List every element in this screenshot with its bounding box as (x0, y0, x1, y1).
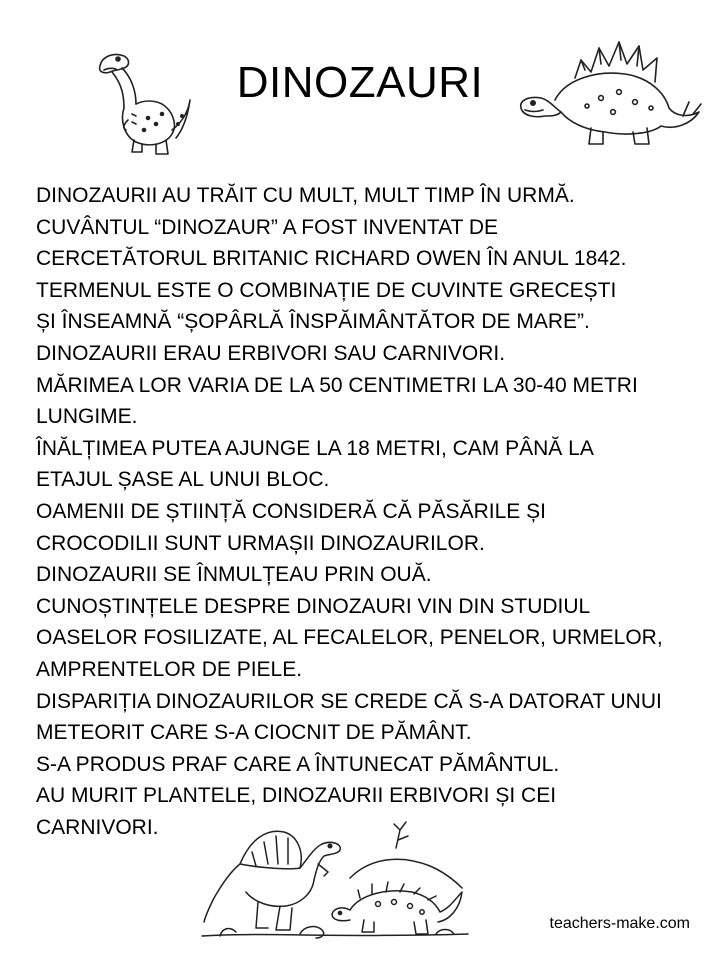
footer-source: teachers-make.com (549, 915, 690, 932)
text-line: AMPRENTELOR DE PIELE. (36, 657, 303, 681)
text-line: METEORIT CARE S-A CIOCNIT DE PĂMÂNT. (36, 721, 472, 745)
text-line: AU MURIT PLANTELE, DINOZAURII ERBIVORI ȘI CEI (36, 784, 557, 808)
text-line: S-A PRODUS PRAF CARE A ÎNTUNECAT PĂMÂNTUL. (36, 752, 560, 776)
text-line: TERMENUL ESTE O COMBINAȚIE DE CUVINTE GRECEȘTI (36, 278, 617, 302)
text-line: LUNGIME. (36, 405, 138, 429)
text-line: CUNOȘTINȚELE DESPRE DINOZAURI VIN DIN STUDIUL (36, 594, 591, 618)
text-line: CUVÂNTUL “DINOZAUR” A FOST INVENTAT DE (36, 215, 499, 239)
text-line: OAMENII DE ȘTIINȚĂ CONSIDERĂ CĂ PĂSĂRILE ȘI (36, 499, 546, 523)
text-line: DISPARIȚIA DINOZAURILOR SE CREDE CĂ S-A DATORAT UNUI (36, 689, 662, 713)
page-title: DINOZAURI (236, 58, 484, 107)
text-line: CERCETĂTORUL BRITANIC RICHARD OWEN ÎN ANUL 1842. (36, 247, 627, 271)
text-line: ÎNĂLȚIMEA PUTEA AJUNGE LA 18 METRI, CAM PÂNĂ LA (36, 436, 594, 460)
text-line: DINOZAURII SE ÎNMULȚEAU PRIN OUĂ. (36, 563, 432, 587)
text-line: CARNIVORI. (36, 815, 159, 839)
spinosaurus-ankylosaurus-scene (200, 818, 470, 948)
stegosaurus-illustration (515, 38, 705, 146)
text-line: CROCODILII SUNT URMAȘII DINOZAURILOR. (36, 531, 485, 555)
document-body (36, 180, 696, 843)
text-line: MĂRIMEA LOR VARIA DE LA 50 CENTIMETRI LA 30-40 METRI (36, 373, 638, 397)
text-line: DINOZAURII AU TRĂIT CU MULT, MULT TIMP ÎN URMĂ. (36, 184, 575, 207)
text-line: ETAJUL ȘASE AL UNUI BLOC. (36, 468, 330, 492)
text-line: OASELOR FOSILIZATE, AL FECALELOR, PENELOR, URMELOR, (36, 626, 663, 650)
text-line: DINOZAURII ERAU ERBIVORI SAU CARNIVORI. (36, 341, 506, 365)
text-line: ȘI ÎNSEAMNĂ “ȘOPÂRLĂ ÎNSPĂIMÂNTĂTOR DE MARE”. (36, 310, 590, 334)
